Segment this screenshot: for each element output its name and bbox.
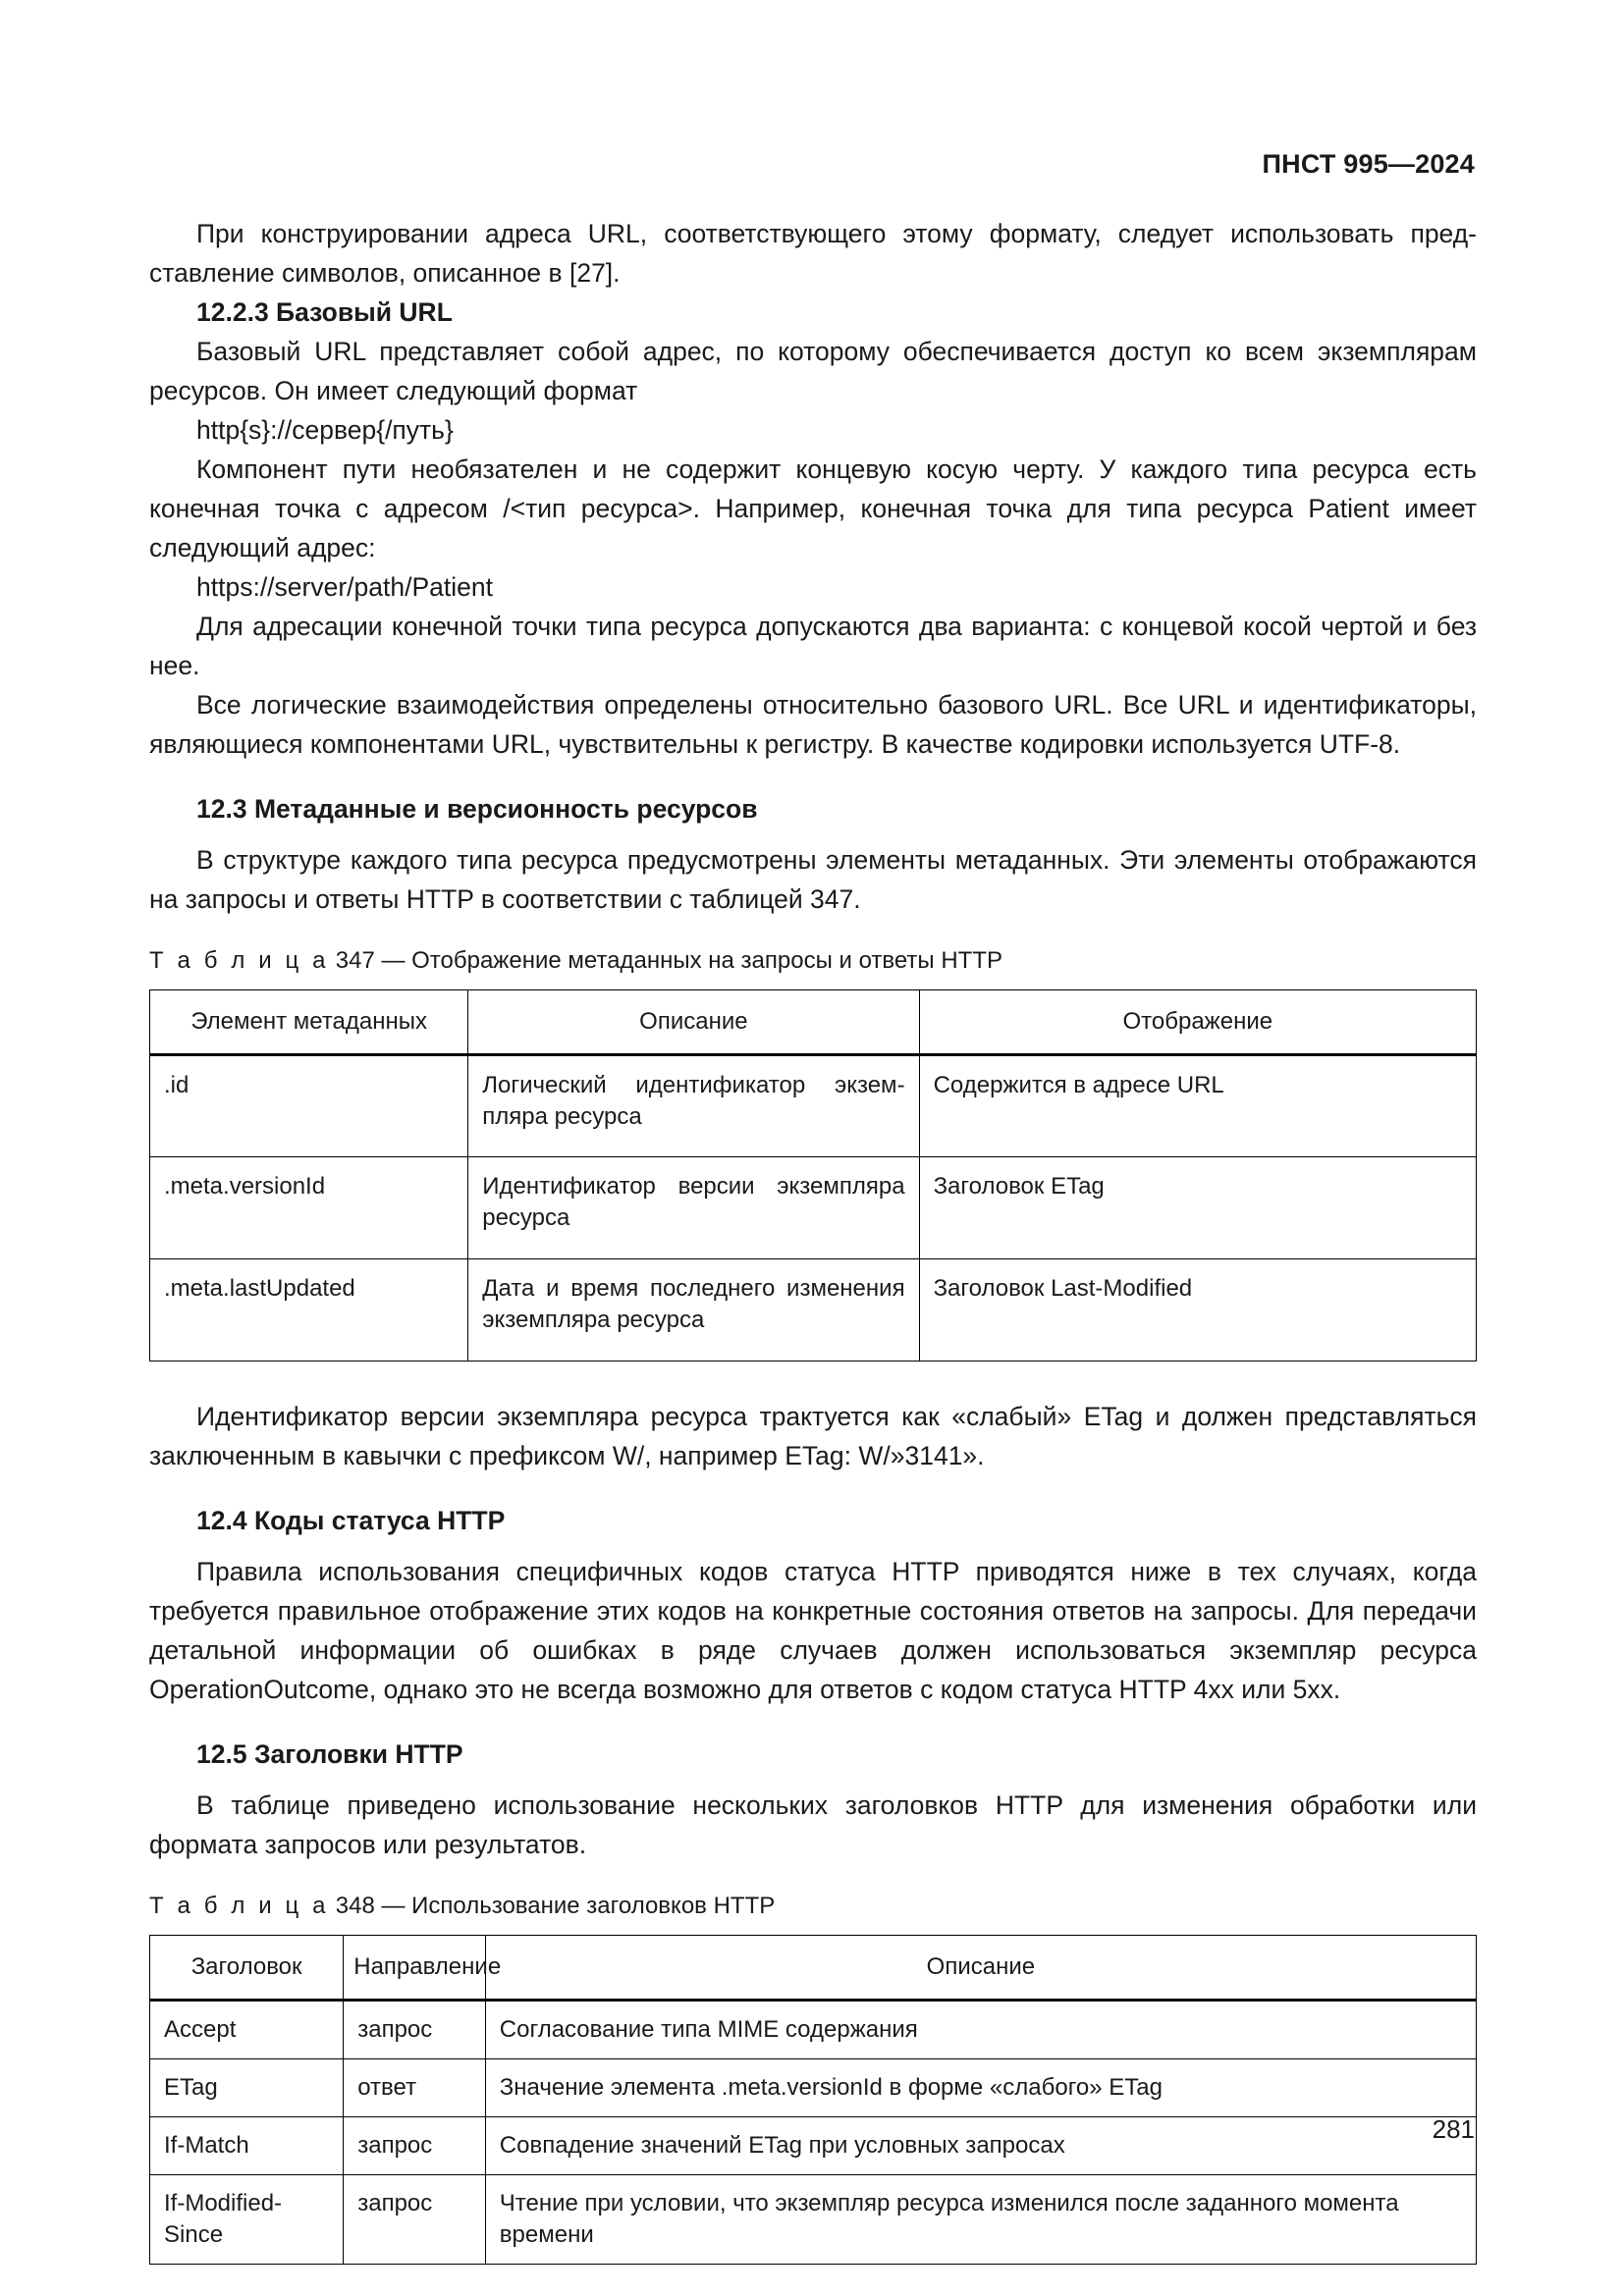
spacer bbox=[149, 1362, 1477, 1397]
table-row bbox=[150, 1157, 1477, 1259]
table-header-row bbox=[150, 990, 1477, 1055]
heading-12-5-http-headers: 12.5 Заголовки HTTP bbox=[196, 1739, 463, 1769]
table-347-caption-text: 347 — Отображение метаданных на запросы и ответы HTTP bbox=[335, 947, 1003, 974]
spacer bbox=[149, 1923, 1477, 1935]
table-347-caption bbox=[149, 944, 1477, 978]
cell-header-name: If-Modified-Since bbox=[150, 2175, 344, 2265]
cell-description: Дата и время последнего изменения экземпляра ресурса bbox=[468, 1259, 919, 1362]
paragraph-etag-weak: Идентификатор версии экземпляра ресурса трактуется как «слабый» ETag и должен представляться заключенным в кавычки с префиксом W/, например ETag: W/»3141». bbox=[149, 1402, 1477, 1470]
cell-description: Чтение при условии, что экземпляр ресурса изменился после заданного момента времени bbox=[485, 2175, 1476, 2265]
table-348-caption-label: Т а б л и ц а bbox=[149, 1893, 330, 1919]
table-347-caption-label: Т а б л и ц а bbox=[149, 947, 330, 974]
cell-description: Значение элемента .meta.versionId в форме «слабого» ETag bbox=[485, 2059, 1476, 2117]
paragraph-base-url: Базовый URL представляет собой адрес, по которому обеспечивается доступ ко всем экземплярам ресурсов. Он имеет следующий формат bbox=[149, 337, 1477, 405]
paragraph-url-format: При конструировании адреса URL, соответствующего этому формату, следует использовать представление символов, описанное в [27]. bbox=[149, 219, 1477, 288]
cell-direction: запрос bbox=[344, 2001, 486, 2059]
cell-description: Совпадение значений ETag при условных запросах bbox=[485, 2117, 1476, 2175]
code-url-format: http{s}://сервер{/путь} bbox=[196, 415, 454, 445]
table-348-http-headers bbox=[149, 1935, 1477, 2265]
spacer bbox=[149, 764, 1477, 789]
table-row bbox=[150, 2175, 1477, 2265]
column-header-description: Описание bbox=[468, 990, 919, 1055]
paragraph-headers-intro: В таблице приведено использование нескольких заголовков HTTP для изменения обработки или формата запросов или результатов. bbox=[149, 1790, 1477, 1859]
heading-12-3-metadata: 12.3 Метаданные и версионность ресурсов bbox=[196, 794, 758, 824]
page-number: 281 bbox=[1432, 2114, 1475, 2144]
paragraph-status-codes: Правила использования специфичных кодов статуса HTTP приводятся ниже в тех случаях, когда требуется правильное отображение этих кодов на конкретные состояния ответов на запросы. Для передачи детальной информации об ошибках в ряде случаев должен использоваться экземпляр ресурса OperationOutcome, однако это не всегда возможно для ответов с кодом статуса HTTP 4хх или 5хх. bbox=[149, 1557, 1477, 1704]
code-example-url: https://server/path/Patient bbox=[196, 572, 493, 602]
cell-description: Согласование типа MIME содержания bbox=[485, 2001, 1476, 2059]
cell-metadata-element: .meta.versionId bbox=[150, 1157, 468, 1259]
cell-metadata-element: .meta.lastUpdated bbox=[150, 1259, 468, 1362]
paragraph-path-component: Компонент пути необязателен и не содержит концевую косую черту. У каждого типа ресурса есть конечная точка с адресом /<тип ресурса>. Например, конечная точка для типа ресурса Patient имеет следующий адрес: bbox=[149, 454, 1477, 562]
spacer bbox=[149, 1475, 1477, 1501]
table-348-caption bbox=[149, 1890, 1477, 1923]
heading-12-2-3-base-url: 12.2.3 Базовый URL bbox=[196, 297, 453, 327]
column-header-direction: Направление bbox=[344, 1936, 486, 2001]
spacer bbox=[149, 1540, 1477, 1552]
spacer bbox=[149, 978, 1477, 989]
cell-header-name: If-Match bbox=[150, 2117, 344, 2175]
table-row bbox=[150, 2117, 1477, 2175]
spacer bbox=[149, 1774, 1477, 1786]
column-header-description: Описание bbox=[485, 1936, 1476, 2001]
paragraph-two-variants: Для адресации конечной точки типа ресурса допускаются два варианта: с концевой косой чертой и без нее. bbox=[149, 612, 1477, 680]
cell-description: Идентификатор версии экземпляра ресурса bbox=[468, 1157, 919, 1259]
cell-direction: запрос bbox=[344, 2117, 486, 2175]
cell-description: Логический идентификатор экземпляра ресурса bbox=[468, 1055, 919, 1157]
table-header-row bbox=[150, 1936, 1477, 2001]
cell-direction: ответ bbox=[344, 2059, 486, 2117]
cell-header-name: Accept bbox=[150, 2001, 344, 2059]
spacer bbox=[149, 1709, 1477, 1735]
spacer bbox=[149, 1864, 1477, 1890]
table-row bbox=[150, 2001, 1477, 2059]
cell-mapping: Содержится в адресе URL bbox=[919, 1055, 1476, 1157]
cell-mapping: Заголовок Last-Modified bbox=[919, 1259, 1476, 1362]
page-content bbox=[149, 214, 1477, 2265]
table-348-caption-text: 348 — Использование заголовков HTTP bbox=[335, 1893, 776, 1919]
cell-header-name: ETag bbox=[150, 2059, 344, 2117]
table-row bbox=[150, 2059, 1477, 2117]
heading-12-4-status-codes: 12.4 Коды статуса HTTP bbox=[196, 1506, 506, 1535]
cell-mapping: Заголовок ETag bbox=[919, 1157, 1476, 1259]
paragraph-metadata-intro: В структуре каждого типа ресурса предусмотрены элементы метаданных. Эти элементы отображаются на запросы и ответы HTTP в соответствии с таблицей 347. bbox=[149, 845, 1477, 914]
column-header-mapping: Отображение bbox=[919, 990, 1476, 1055]
spacer bbox=[149, 828, 1477, 840]
cell-direction: запрос bbox=[344, 2175, 486, 2265]
table-row bbox=[150, 1055, 1477, 1157]
table-347-metadata-mapping bbox=[149, 989, 1477, 1362]
cell-metadata-element: .id bbox=[150, 1055, 468, 1157]
paragraph-logical-interactions: Все логические взаимодействия определены относительно базового URL. Все URL и идентификаторы, являющиеся компонентами URL, чувствительны к регистру. В качестве кодировки используется UTF-8. bbox=[149, 690, 1477, 759]
spacer bbox=[149, 919, 1477, 944]
running-header-standard-id: ПНСТ 995—2024 bbox=[1262, 149, 1475, 179]
column-header-metadata-element: Элемент метаданных bbox=[150, 990, 468, 1055]
column-header-header: Заголовок bbox=[150, 1936, 344, 2001]
table-row bbox=[150, 1259, 1477, 1362]
